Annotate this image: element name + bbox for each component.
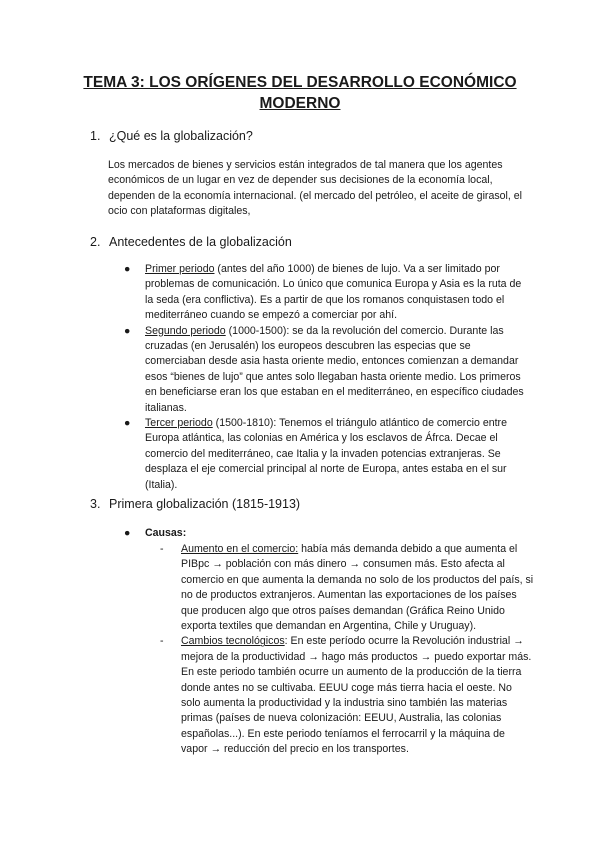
section-title: Primera globalización (1815-1913): [109, 497, 301, 511]
period-term: Tercer periodo: [145, 417, 213, 430]
section-paragraph: Los mercados de bienes y servicios están integrados de tal manera que los agentes económicos de un lugar en vez de depender sus decisiones de la economía local, dependen de la economía internacional. (el mercado del petróleo, el aceite de girasol, el ocio con plataformas digitales,: [108, 159, 523, 218]
document-title: TEMA 3: LOS ORÍGENES DEL DESARROLLO ECONÓMICO MODERNO: [83, 74, 517, 112]
list-item: [108, 416, 528, 493]
bullet-icon: ●: [124, 263, 131, 275]
list-item: [108, 262, 528, 324]
section-heading-1: [90, 128, 253, 144]
period-text: (antes del año 1000) de bienes de lujo. Va a ser limitado por problemas de comunicación. Lo único que comunica Europa y Asia es la ruta de la seda (era conflictiva). Es a partir de que los romanos conquistasen todo el mediterráneo cuando se empezó a comerciar por ahí.: [145, 263, 522, 322]
section-number: 2.: [90, 235, 101, 249]
period-term: Segundo periodo: [145, 324, 226, 337]
cause-term: Aumento en el comercio:: [181, 543, 299, 555]
period-text: (1500-1810): Tenemos el triángulo atlántico de comercio entre Europa atlántica, las colonias en América y los esclavos de Áfrca. Decae el comercio del mediterráneo, cae Italia y la invaden potencias extranjeras. Se desplaza el eje comercial principal al norte de Europa, antes estaba en el sur (Italia).: [145, 417, 507, 491]
period-text: (1000-1500): se da la revolución del comercio. Durante las cruzadas (en Jerusalén) los europeos descubren las especias que se comerciaban desde asia hasta oriente medio, entonces comienzan a demandar esos “bienes de lujo” que antes solo llegaban hasta oriente medio. Los primeros en beneficiarse eran los que estaban en el mediterráneo, en específico ciudades italianas.: [145, 324, 524, 414]
dash-icon: -: [160, 635, 164, 648]
causas-label: Causas:: [145, 527, 187, 539]
causas-list: [160, 542, 534, 758]
cause-text: : En este período ocurre la Revolución industrial → mejora de la productividad → hago más productos → puedo exportar más. En este periodo también ocurre un aumento de la producción de la tierra donde antes no se cultivaba. EEUU coge más tierra hacia el oeste. No solo aumenta la productividad y la industria sino también las materias primas (países de nueva colonización: EEUU, Australia, las colonias españolas...). En este periodo teníamos el ferrocarril y la máquina de vapor → reducción del precio en los transportes.: [181, 635, 532, 756]
section-title: ¿Qué es la globalización?: [109, 129, 253, 143]
list-item: [160, 542, 534, 634]
cause-term: Cambios tecnológicos: [181, 635, 285, 648]
section-heading-2: [90, 234, 292, 250]
bullet-icon: ●: [124, 324, 131, 337]
section-heading-3: [90, 496, 300, 512]
section-number: 3.: [90, 497, 101, 511]
bullet-icon: ●: [124, 417, 131, 430]
dash-icon: -: [160, 543, 164, 555]
period-term: Primer periodo: [145, 263, 215, 275]
bullet-list: [108, 262, 528, 493]
list-item: [108, 324, 528, 416]
causas-heading: [124, 526, 186, 541]
list-item: [160, 634, 534, 757]
section-number: 1.: [90, 129, 101, 143]
bullet-icon: ●: [124, 527, 131, 539]
section-title: Antecedentes de la globalización: [109, 235, 292, 249]
cause-text: había más demanda debido a que aumenta el PIBpc → población con más dinero → consumen más. Esto afecta al comercio en que aumenta la demanda no solo de los productos del país, si no de productos extranjeros. Aumentan las exportaciones de los países que producen algo que otros países demandan (Gráfica Reino Unido exporta textiles que demandan en Argentina, Chile y Uruguay).: [181, 543, 534, 633]
